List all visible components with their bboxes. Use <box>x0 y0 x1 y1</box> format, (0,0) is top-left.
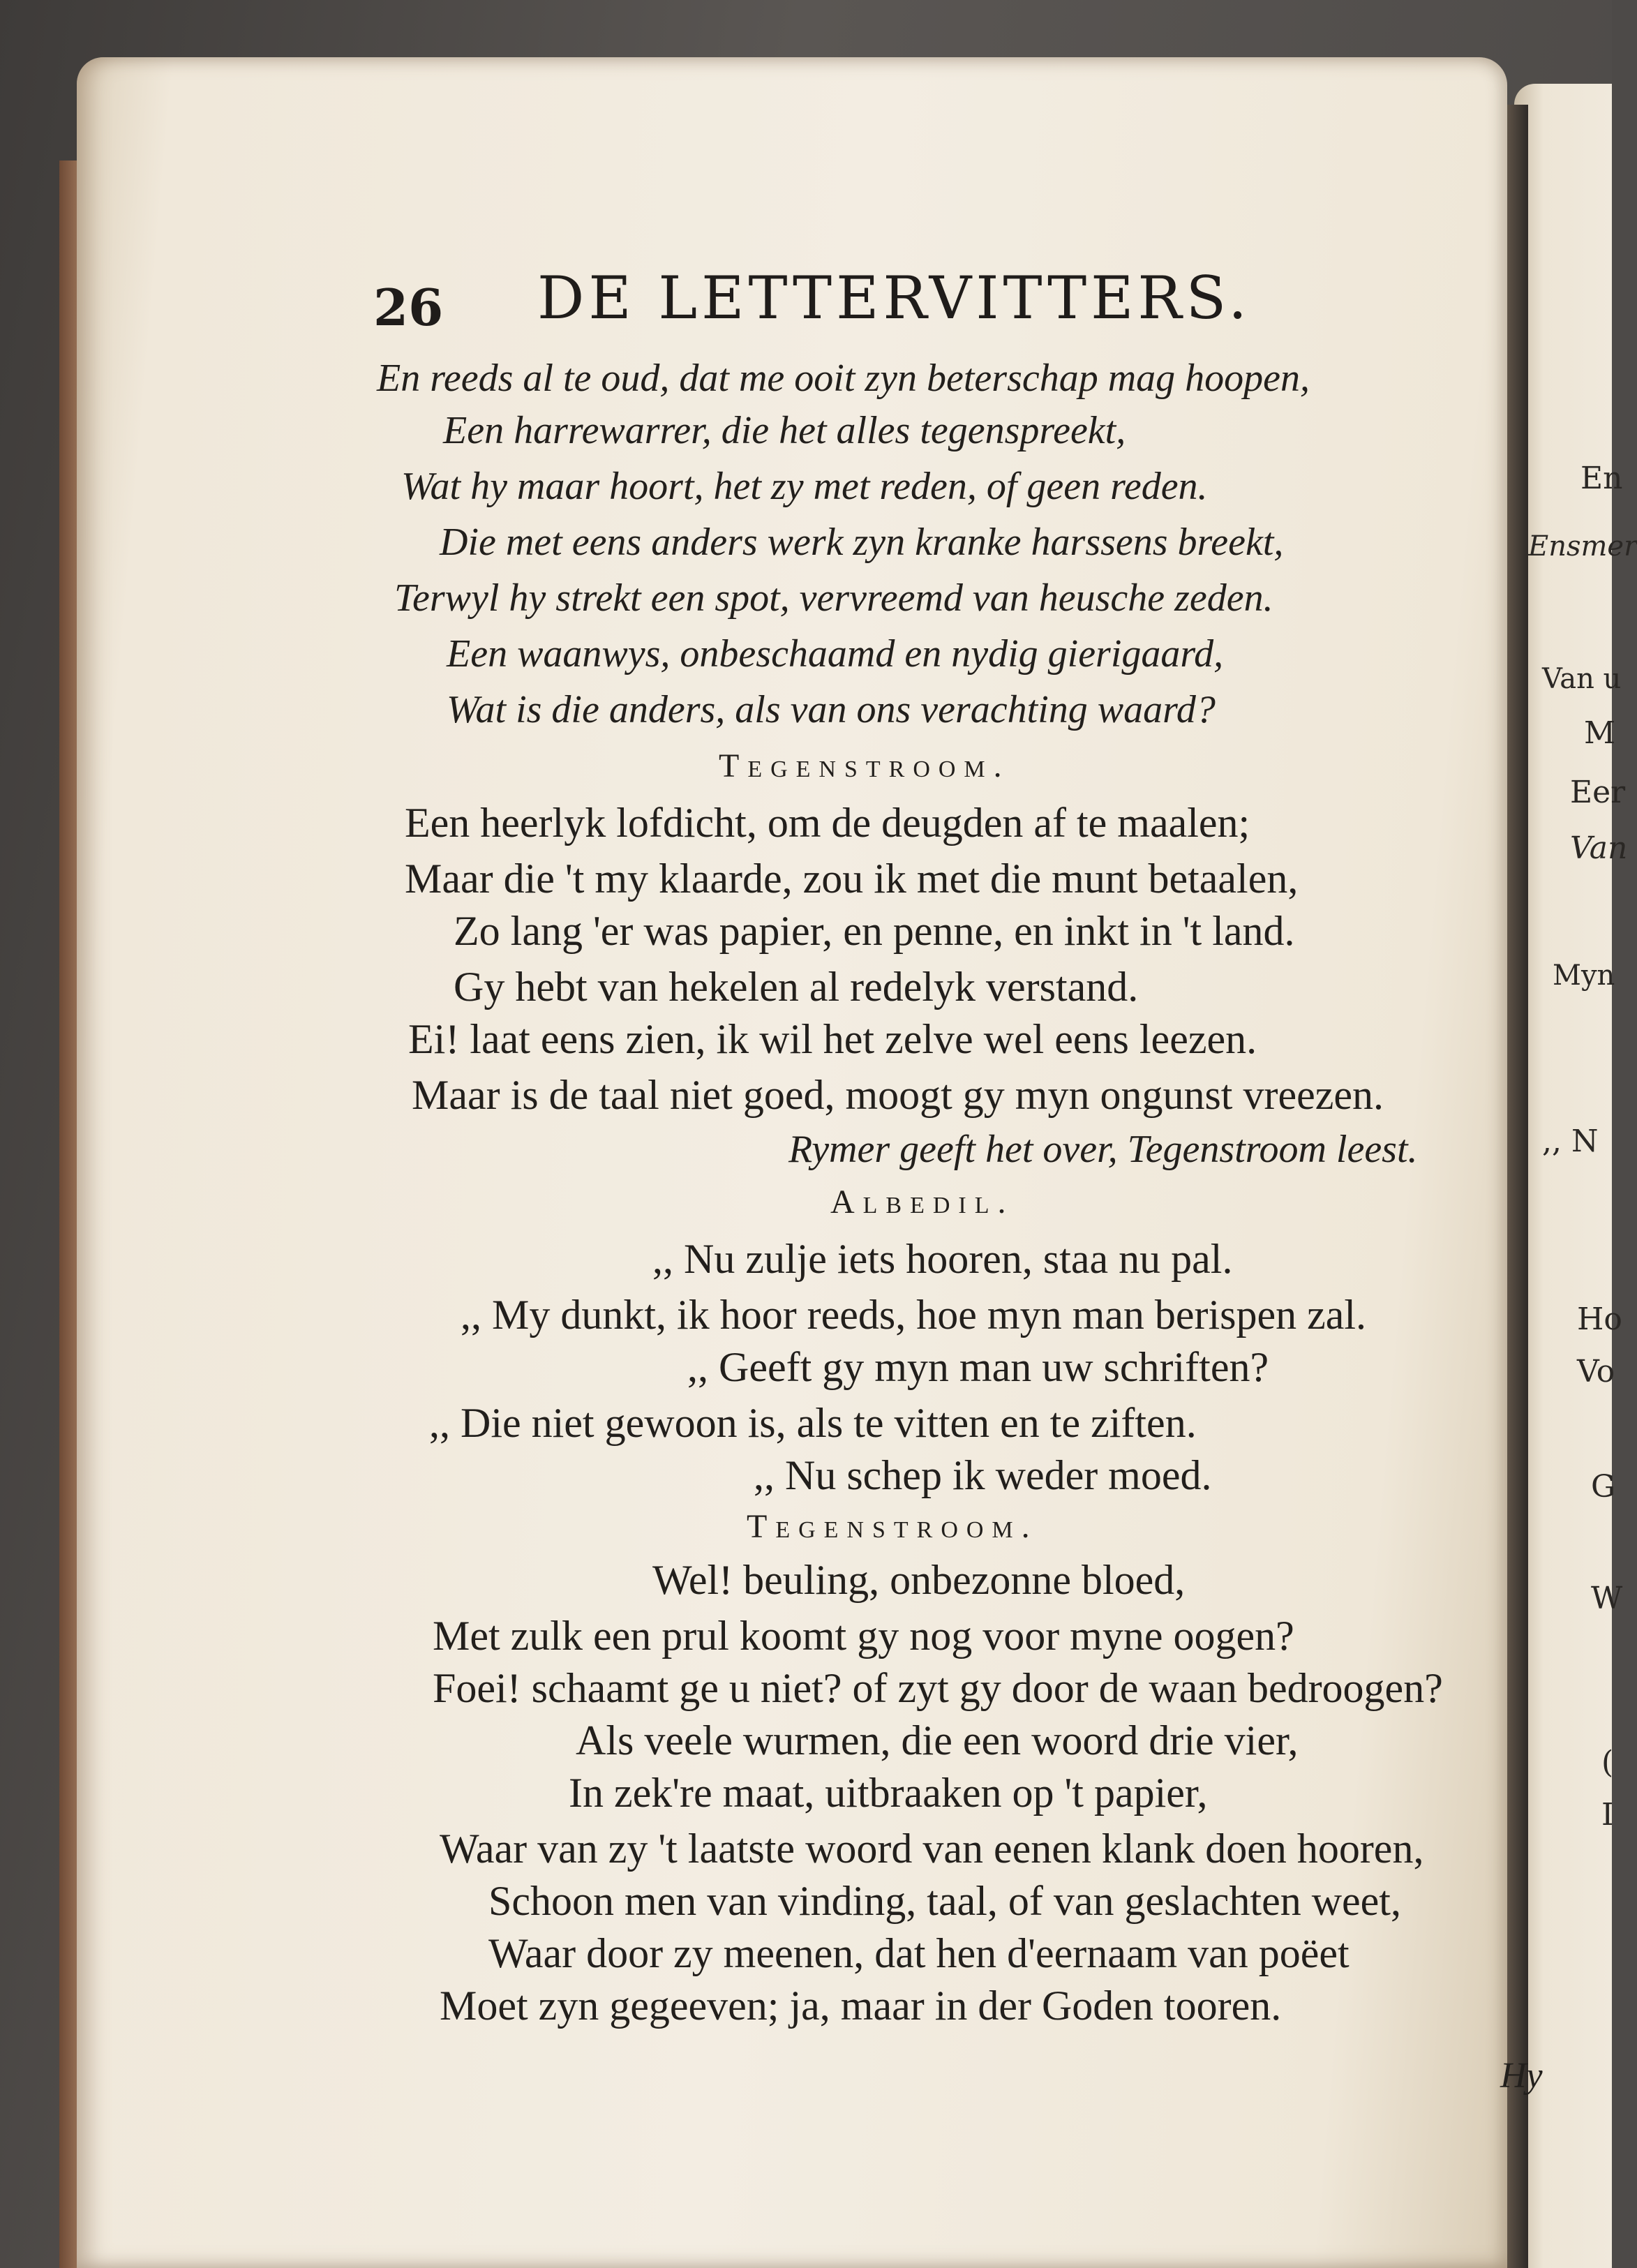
text-line: Als veele wurmen, die een woord drie vier, <box>576 1717 1299 1763</box>
facing-fragment: ( <box>1601 1745 1614 1780</box>
facing-fragment: M <box>1584 715 1616 751</box>
facing-fragment: G <box>1591 1469 1616 1505</box>
speaker-heading: Albedil. <box>830 1184 1015 1221</box>
text-line: Moet zyn gegeeven; ja, maar in der Goden tooren. <box>440 1983 1282 2029</box>
text-line: Wat hy maar hoort, het zy met reden, of geen reden. <box>401 465 1208 508</box>
facing-fragment: Ensmer <box>1528 530 1637 562</box>
text-line: Terwyl hy strekt een spot, vervreemd van heusche zeden. <box>394 576 1273 620</box>
facing-fragment: Vo <box>1577 1354 1615 1389</box>
facing-fragment: Van u <box>1542 663 1622 695</box>
text-line: Die met eens anders werk zyn kranke harssens breekt, <box>440 521 1284 564</box>
text-line: En reeds al te oud, dat me ooit zyn beterschap mag hoopen, <box>377 357 1310 400</box>
text-line: Maar die 't my klaarde, zou ik met die munt betaalen, <box>405 856 1299 902</box>
text-line: ,, My dunkt, ik hoor reeds, hoe myn man berispen zal. <box>461 1292 1367 1338</box>
text-line: ,, Die niet gewoon is, als te vitten en te ziften. <box>429 1400 1197 1446</box>
facing-fragment: Myn <box>1553 960 1615 992</box>
facing-fragment: Ho <box>1577 1301 1622 1337</box>
text-line: Wat is die anders, als van ons verachting waard? <box>447 688 1216 731</box>
text-line: Met zulk een prul koomt gy nog voor myne oogen? <box>433 1613 1294 1659</box>
text-line: ,, Nu schep ik weder moed. <box>754 1452 1212 1498</box>
stage-direction: Rymer geeft het over, Tegenstroom leest. <box>788 1128 1418 1171</box>
text-line: Maar is de taal niet goed, moogt gy myn ongunst vreezen. <box>412 1072 1384 1118</box>
facing-fragment: En <box>1580 461 1623 496</box>
text-line: Gy hebt van hekelen al redelyk verstand. <box>454 964 1139 1010</box>
text-line: Schoon men van vinding, taal, of van geslachten weet, <box>488 1878 1401 1924</box>
facing-fragment: ,, N <box>1542 1124 1599 1159</box>
text-line: Zo lang 'er was papier, en penne, en inkt in 't land. <box>454 908 1295 954</box>
text-line: ,, Geeft gy myn man uw schriften? <box>687 1344 1269 1390</box>
running-title: DE LETTERVITTERS. <box>537 264 1251 332</box>
text-line: In zek're maat, uitbraaken op 't papier, <box>569 1770 1208 1816</box>
facing-fragment: I <box>1601 1797 1614 1833</box>
text-line: Een harrewarrer, die het alles tegenspreekt, <box>443 409 1126 452</box>
text-line: Foei! schaamt ge u niet? of zyt gy door de waan bedroogen? <box>433 1665 1443 1711</box>
text-line: Een heerlyk lofdicht, om de deugden af te maalen; <box>405 800 1250 846</box>
text-line: Waar van zy 't laatste woord van eenen klank doen hooren, <box>440 1826 1424 1872</box>
text-line: Een waanwys, onbeschaamd en nydig gierigaard, <box>447 632 1224 676</box>
facing-fragment: W <box>1591 1581 1623 1616</box>
facing-fragment: Eer <box>1570 775 1626 810</box>
catchword: Hy <box>1500 2056 1543 2096</box>
text-line: ,, Nu zulje iets hooren, staa nu pal. <box>652 1236 1233 1282</box>
speaker-heading: Tegenstroom. <box>747 1508 1038 1545</box>
text-line: Waar door zy meenen, dat hen d'eernaam van poëet <box>488 1930 1350 1976</box>
facing-fragment: Van <box>1570 830 1628 866</box>
text-line: Ei! laat eens zien, ik wil het zelve wel eens leezen. <box>408 1016 1257 1062</box>
facing-page <box>1514 84 1637 2268</box>
page-number: 26 <box>373 278 444 337</box>
text-line: Wel! beuling, onbezonne bloed, <box>652 1557 1186 1603</box>
speaker-heading: Tegenstroom. <box>719 747 1010 784</box>
